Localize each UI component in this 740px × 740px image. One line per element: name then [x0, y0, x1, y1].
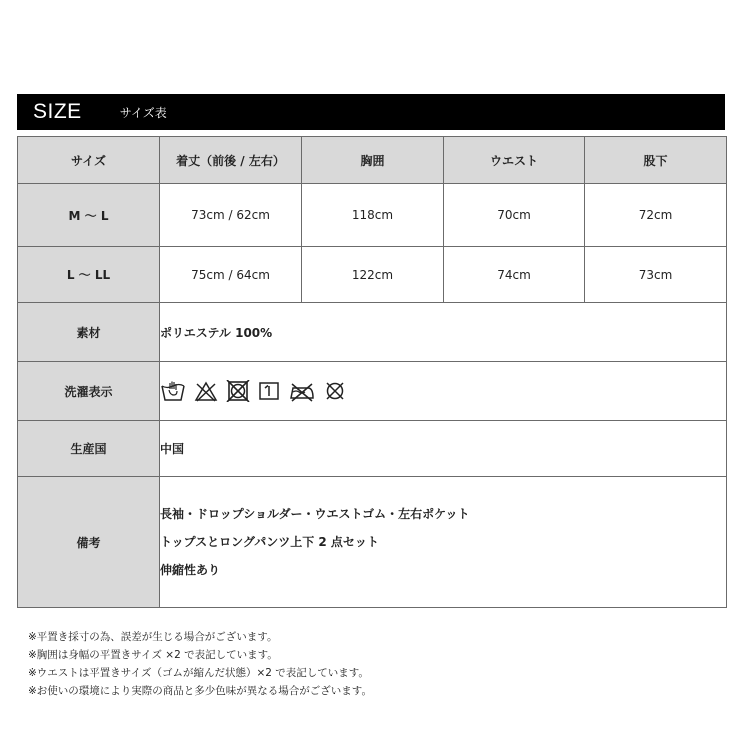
cell-inseam: 72cm [585, 184, 727, 247]
cell-chest: 122cm [302, 247, 444, 303]
table-row [18, 184, 727, 247]
cell-length: 75cm / 64cm [160, 247, 302, 303]
no-bleach-icon [194, 380, 218, 402]
column-header-inseam: 股下 [585, 137, 727, 184]
material-label: 素材 [18, 303, 160, 362]
column-header-length: 着丈（前後 / 左右） [160, 137, 302, 184]
care-icons [160, 362, 727, 421]
origin-label: 生産国 [18, 421, 160, 477]
no-dry-clean-icon [324, 380, 346, 402]
remarks-value [160, 477, 727, 608]
material-row [18, 303, 727, 362]
column-header-chest: 胸囲 [302, 137, 444, 184]
column-header-waist: ウエスト [444, 137, 585, 184]
row-label-size: L ～ LL [18, 247, 160, 303]
cell-waist: 74cm [444, 247, 585, 303]
no-iron-icon [288, 380, 316, 402]
origin-row [18, 421, 727, 477]
hand-wash-icon [160, 380, 186, 402]
remarks-line: トップスとロングパンツ上下 2 点セット [160, 535, 379, 549]
footnote: ※胸囲は身幅の平置きサイズ ×2 で表記しています。 [28, 649, 278, 661]
cell-length: 73cm / 62cm [160, 184, 302, 247]
care-row [18, 362, 727, 421]
size-subtitle: サイズ表 [119, 105, 167, 120]
footnote: ※お使いの環境により実際の商品と多少色味が異なる場合がございます。 [28, 685, 372, 697]
size-title: SIZE [33, 100, 82, 123]
cell-waist: 70cm [444, 184, 585, 247]
size-table [17, 136, 727, 608]
remarks-line: 長袖・ドロップショルダー・ウエストゴム・左右ポケット [160, 507, 470, 521]
no-tumble-dry-icon [226, 380, 250, 402]
footnotes [28, 628, 372, 700]
remarks-label: 備考 [18, 477, 160, 608]
table-row [18, 247, 727, 303]
footnote: ※平置き採寸の為、誤差が生じる場合がございます。 [28, 631, 278, 643]
column-header-size: サイズ [18, 137, 160, 184]
care-label: 洗濯表示 [18, 362, 160, 421]
cell-chest: 118cm [302, 184, 444, 247]
footnote: ※ウエストは平置きサイズ（ゴムが縮んだ状態）×2 で表記しています。 [28, 667, 369, 679]
row-label-size: M ～ L [18, 184, 160, 247]
material-value: ポリエステル 100% [160, 303, 727, 362]
remarks-row [18, 477, 727, 608]
remarks-line: 伸縮性あり [160, 563, 221, 577]
table-header-row [18, 137, 727, 184]
size-header-bar [17, 94, 725, 130]
line-dry-icon [258, 380, 280, 402]
cell-inseam: 73cm [585, 247, 727, 303]
origin-value: 中国 [160, 421, 727, 477]
